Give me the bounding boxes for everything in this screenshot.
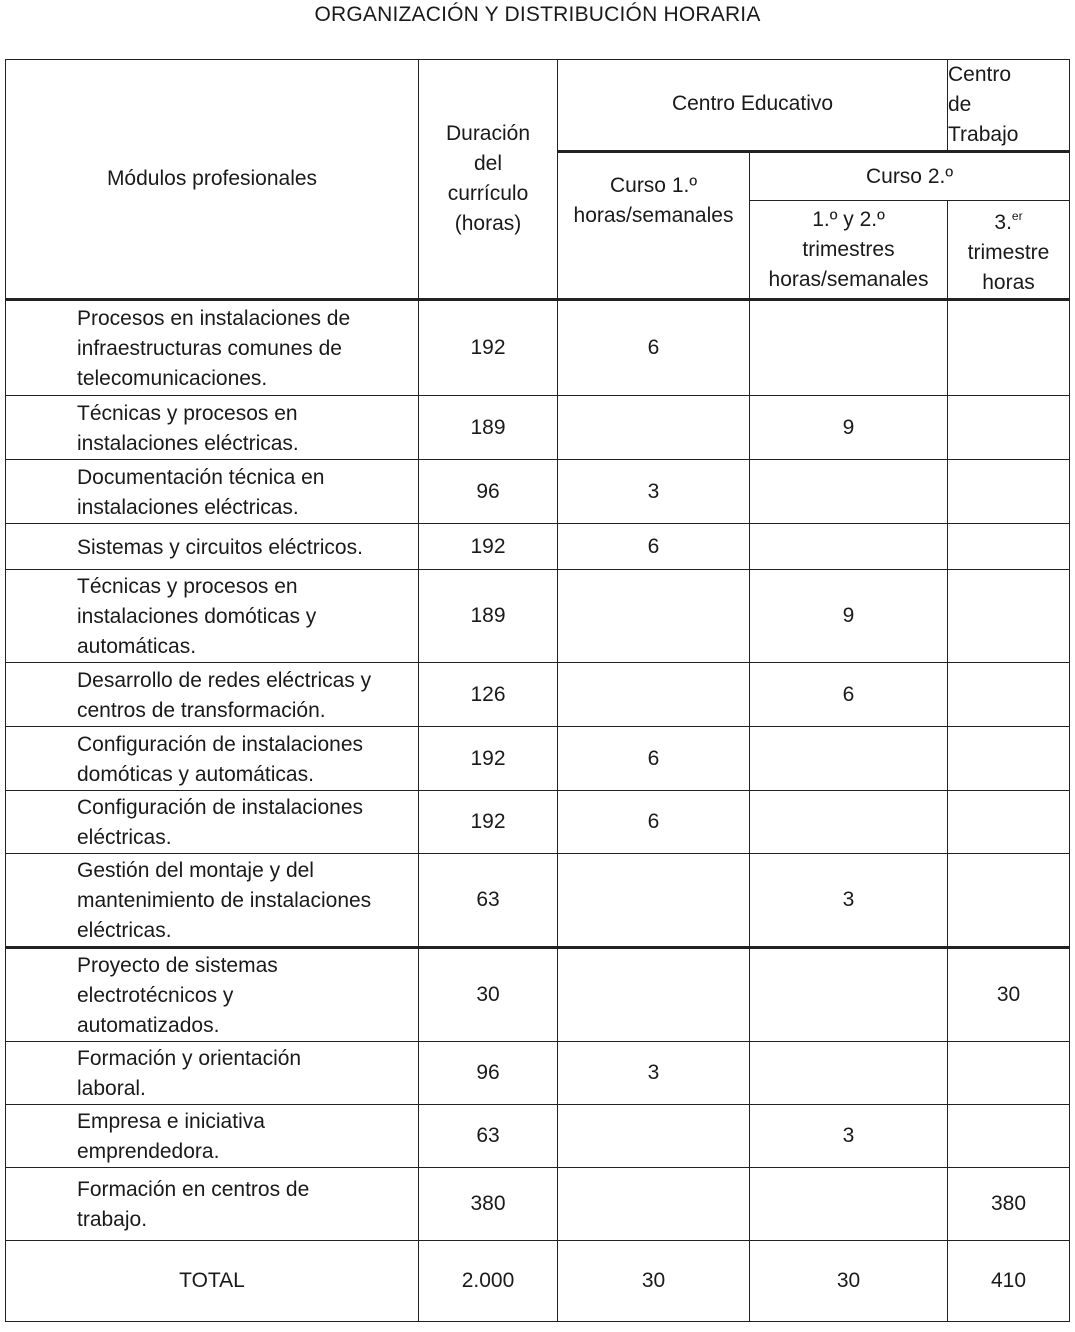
ct-cell	[948, 663, 1070, 727]
ct-cell	[948, 396, 1070, 460]
module-code	[13, 793, 77, 823]
module-cell	[6, 854, 419, 948]
module-name: infraestructuras comunes de	[77, 337, 342, 360]
table-row	[6, 524, 1070, 570]
module-code	[13, 399, 77, 429]
module-cell	[6, 1168, 419, 1241]
module-code	[13, 533, 77, 563]
table-row	[6, 854, 1070, 948]
module-name: Sistemas y circuitos eléctricos.	[77, 535, 363, 559]
ct-cell	[948, 300, 1070, 396]
header-centro-trabajo: Centro de Trabajo	[948, 60, 1070, 152]
document-title: ORGANIZACIÓN Y DISTRIBUCIÓN HORARIA	[314, 3, 761, 26]
duracion-cell: 192	[419, 727, 558, 791]
duracion-cell: 380	[419, 1168, 558, 1241]
header-centro-educativo: Centro Educativo	[558, 60, 948, 152]
curso1-cell	[558, 396, 750, 460]
duracion-cell: 96	[419, 1042, 558, 1105]
duracion-cell: 192	[419, 300, 558, 396]
module-name: Configuración de instalaciones	[77, 796, 364, 819]
ct-cell	[948, 570, 1070, 663]
total-row	[6, 1241, 1070, 1322]
module-cell	[6, 663, 419, 727]
curso1-cell: 6	[558, 791, 750, 854]
module-cell	[6, 791, 419, 854]
curso1-cell	[558, 663, 750, 727]
header-modulos: Módulos profesionales	[6, 60, 419, 300]
module-cell	[6, 1042, 419, 1105]
module-code	[13, 1175, 77, 1205]
table-row	[6, 300, 1070, 396]
curso1-cell: 3	[558, 1042, 750, 1105]
ct-cell	[948, 791, 1070, 854]
module-name: Formación y orientación	[77, 1047, 302, 1070]
curso2-cell	[750, 524, 948, 570]
ct-cell	[948, 1105, 1070, 1168]
curso2-cell	[750, 791, 948, 854]
module-cell	[6, 727, 419, 791]
total-label: TOTAL	[6, 1241, 419, 1322]
module-name: Configuración de instalaciones	[77, 732, 364, 756]
header-curso1: Curso 1.º horas/semanales	[558, 152, 750, 300]
header-trim12: 1.º y 2.º trimestres horas/semanales	[750, 201, 948, 300]
curso1-cell: 6	[558, 524, 750, 570]
duracion-cell: 30	[419, 948, 558, 1042]
total-curso1: 30	[558, 1241, 750, 1322]
curso2-cell	[750, 1042, 948, 1105]
module-name: telecomunicaciones.	[77, 367, 268, 390]
curso1-cell	[558, 1105, 750, 1168]
duracion-cell: 192	[419, 524, 558, 570]
module-code	[13, 730, 77, 760]
module-name: instalaciones domóticas y	[77, 605, 317, 628]
module-name: eléctricas.	[77, 919, 172, 942]
module-name: instalaciones eléctricas.	[77, 495, 299, 519]
module-cell	[6, 1105, 419, 1168]
module-name: Procesos en instalaciones de	[77, 307, 351, 330]
duracion-cell: 63	[419, 854, 558, 948]
module-cell	[6, 948, 419, 1042]
total-ct: 410	[948, 1241, 1070, 1322]
total-curso2: 30	[750, 1241, 948, 1322]
ct-cell	[948, 1042, 1070, 1105]
module-name: Gestión del montaje y del	[77, 859, 314, 882]
curso2-cell: 6	[750, 663, 948, 727]
module-code	[13, 856, 77, 886]
ct-cell	[948, 854, 1070, 948]
table-row	[6, 1168, 1070, 1241]
module-name: Desarrollo de redes eléctricas y	[77, 668, 372, 692]
module-cell	[6, 570, 419, 663]
table-row	[6, 570, 1070, 663]
module-name: Proyecto de sistemas	[77, 954, 278, 977]
module-name: Técnicas y procesos en	[77, 401, 298, 425]
table-row	[6, 663, 1070, 727]
header-curso2: Curso 2.º	[750, 152, 1070, 201]
ct-cell: 30	[948, 948, 1070, 1042]
module-code	[13, 572, 77, 602]
module-name: automáticas.	[77, 635, 197, 658]
schedule-table	[5, 59, 1070, 1322]
ct-cell	[948, 727, 1070, 791]
duracion-cell: 189	[419, 396, 558, 460]
module-name: Formación en centros de	[77, 1178, 310, 1201]
header-trim3: 3.$^{er}$ trimestre horas	[948, 201, 1070, 300]
curso2-cell	[750, 300, 948, 396]
duracion-cell: 126	[419, 663, 558, 727]
table-row	[6, 460, 1070, 524]
module-name: centros de transformación.	[77, 698, 326, 722]
module-code	[13, 951, 77, 981]
duracion-cell: 96	[419, 460, 558, 524]
curso2-cell	[750, 460, 948, 524]
table-row	[6, 1105, 1070, 1168]
table-row	[6, 1042, 1070, 1105]
table-row	[6, 791, 1070, 854]
module-name: laboral.	[77, 1077, 146, 1100]
table-row	[6, 948, 1070, 1042]
table-row	[6, 727, 1070, 791]
curso2-cell: 3	[750, 1105, 948, 1168]
ct-cell	[948, 524, 1070, 570]
curso1-cell	[558, 570, 750, 663]
module-name: Documentación técnica en	[77, 465, 325, 489]
module-name: electrotécnicos y	[77, 984, 234, 1007]
curso1-cell: 3	[558, 460, 750, 524]
ct-cell: 380	[948, 1168, 1070, 1241]
module-cell	[6, 524, 419, 570]
curso1-cell: 6	[558, 300, 750, 396]
module-name: trabajo.	[77, 1208, 148, 1231]
duracion-cell: 192	[419, 791, 558, 854]
module-code	[13, 1044, 77, 1074]
module-name: Empresa e iniciativa	[77, 1110, 265, 1133]
curso2-cell	[750, 1168, 948, 1241]
ct-cell	[948, 460, 1070, 524]
module-code	[13, 463, 77, 493]
header-duracion: Duración del currículo (horas)	[419, 60, 558, 300]
module-name: instalaciones eléctricas.	[77, 431, 299, 455]
module-code	[13, 666, 77, 696]
module-name: Técnicas y procesos en	[77, 575, 298, 598]
module-name: emprendedora.	[77, 1140, 220, 1163]
curso2-cell: 3	[750, 854, 948, 948]
module-name: automatizados.	[77, 1014, 220, 1037]
module-code	[13, 304, 77, 334]
module-name: eléctricas.	[77, 826, 172, 849]
duracion-cell: 189	[419, 570, 558, 663]
module-name: domóticas y automáticas.	[77, 762, 314, 786]
curso1-cell	[558, 1168, 750, 1241]
curso1-cell	[558, 948, 750, 1042]
module-cell	[6, 460, 419, 524]
curso2-cell	[750, 727, 948, 791]
curso1-cell	[558, 854, 750, 948]
total-duracion: 2.000	[419, 1241, 558, 1322]
module-code	[13, 1107, 77, 1137]
curso2-cell: 9	[750, 396, 948, 460]
curso1-cell: 6	[558, 727, 750, 791]
module-cell	[6, 300, 419, 396]
module-cell	[6, 396, 419, 460]
table-row	[6, 396, 1070, 460]
module-name: mantenimiento de instalaciones	[77, 889, 372, 912]
curso2-cell	[750, 948, 948, 1042]
duracion-cell: 63	[419, 1105, 558, 1168]
curso2-cell: 9	[750, 570, 948, 663]
